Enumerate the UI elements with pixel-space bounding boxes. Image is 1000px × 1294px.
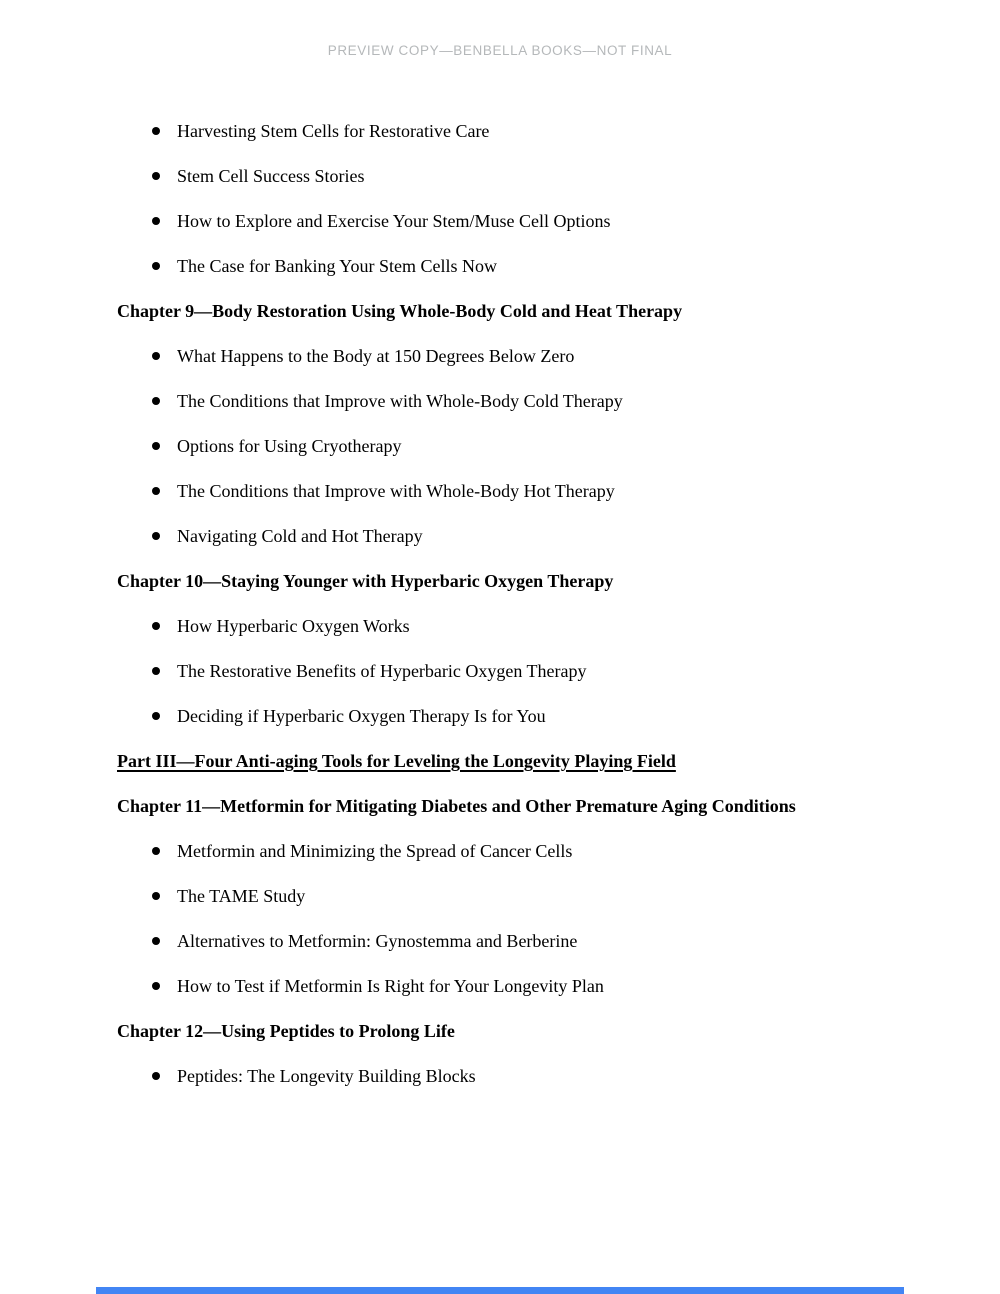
toc-entry-text: The Conditions that Improve with Whole-Body Cold Therapy	[177, 391, 623, 411]
toc-part-heading	[117, 750, 907, 772]
toc-bullet-item	[117, 660, 907, 682]
toc-entry-text: Metformin and Minimizing the Spread of Cancer Cells	[177, 841, 573, 861]
toc-entry-text: Options for Using Cryotherapy	[177, 436, 402, 456]
toc-entry-text: The Case for Banking Your Stem Cells Now	[177, 256, 497, 276]
toc-bullet-item	[117, 840, 907, 862]
bullet-icon	[152, 1072, 160, 1080]
toc-entry-text: Harvesting Stem Cells for Restorative Care	[177, 121, 490, 141]
bullet-icon	[152, 622, 160, 630]
toc-bullet-item	[117, 480, 907, 502]
toc-entry-text: How Hyperbaric Oxygen Works	[177, 616, 410, 636]
toc-bullet-item	[117, 525, 907, 547]
bullet-icon	[152, 262, 160, 270]
toc-entry-text: Deciding if Hyperbaric Oxygen Therapy Is for You	[177, 706, 546, 726]
toc-bullet-item	[117, 705, 907, 727]
toc-entry-text: What Happens to the Body at 150 Degrees Below Zero	[177, 346, 575, 366]
toc-bullet-item	[117, 975, 907, 997]
toc-entry-text: The Restorative Benefits of Hyperbaric Oxygen Therapy	[177, 661, 587, 681]
bullet-icon	[152, 487, 160, 495]
toc-entry-text: How to Explore and Exercise Your Stem/Muse Cell Options	[177, 211, 611, 231]
toc-chapter-heading	[117, 1020, 907, 1042]
toc-bullet-item	[117, 255, 907, 277]
toc-entry-text: Stem Cell Success Stories	[177, 166, 365, 186]
toc-bullet-item	[117, 435, 907, 457]
toc-entry-text: Chapter 9—Body Restoration Using Whole-Body Cold and Heat Therapy	[117, 301, 683, 321]
bullet-icon	[152, 352, 160, 360]
toc-bullet-item	[117, 885, 907, 907]
toc-chapter-heading	[117, 300, 907, 322]
bullet-icon	[152, 667, 160, 675]
bottom-blue-bar	[96, 1287, 904, 1294]
toc-bullet-item	[117, 345, 907, 367]
bullet-icon	[152, 397, 160, 405]
toc-entry-text: Peptides: The Longevity Building Blocks	[177, 1066, 476, 1086]
toc-bullet-item	[117, 210, 907, 232]
bullet-icon	[152, 937, 160, 945]
toc-entry-text: How to Test if Metformin Is Right for Your Longevity Plan	[177, 976, 604, 996]
toc-entry-text: The Conditions that Improve with Whole-Body Hot Therapy	[177, 481, 615, 501]
toc-bullet-item	[117, 930, 907, 952]
toc-bullet-item	[117, 165, 907, 187]
bullet-icon	[152, 217, 160, 225]
bullet-icon	[152, 712, 160, 720]
bullet-icon	[152, 847, 160, 855]
toc-entry-text: The TAME Study	[177, 886, 306, 906]
bullet-icon	[152, 127, 160, 135]
toc-chapter-heading	[117, 570, 907, 592]
bullet-icon	[152, 982, 160, 990]
toc-entry-text: Chapter 10—Staying Younger with Hyperbaric Oxygen Therapy	[117, 571, 614, 591]
toc-bullet-item	[117, 1065, 907, 1087]
toc-list	[117, 120, 907, 1110]
preview-copy-watermark: PREVIEW COPY—BENBELLA BOOKS—NOT FINAL	[327, 43, 673, 58]
bullet-icon	[152, 892, 160, 900]
toc-entry-text: Part III—Four Anti-aging Tools for Leveling the Longevity Playing Field	[117, 751, 676, 771]
toc-entry-text: Navigating Cold and Hot Therapy	[177, 526, 423, 546]
bullet-icon	[152, 172, 160, 180]
toc-entry-text: Chapter 12—Using Peptides to Prolong Life	[117, 1021, 455, 1041]
toc-entry-text: Alternatives to Metformin: Gynostemma and Berberine	[177, 931, 578, 951]
toc-chapter-heading	[117, 795, 907, 817]
bullet-icon	[152, 532, 160, 540]
toc-entry-text: Chapter 11—Metformin for Mitigating Diabetes and Other Premature Aging Conditions	[117, 796, 796, 816]
bullet-icon	[152, 442, 160, 450]
toc-bullet-item	[117, 615, 907, 637]
toc-bullet-item	[117, 390, 907, 412]
toc-bullet-item	[117, 120, 907, 142]
